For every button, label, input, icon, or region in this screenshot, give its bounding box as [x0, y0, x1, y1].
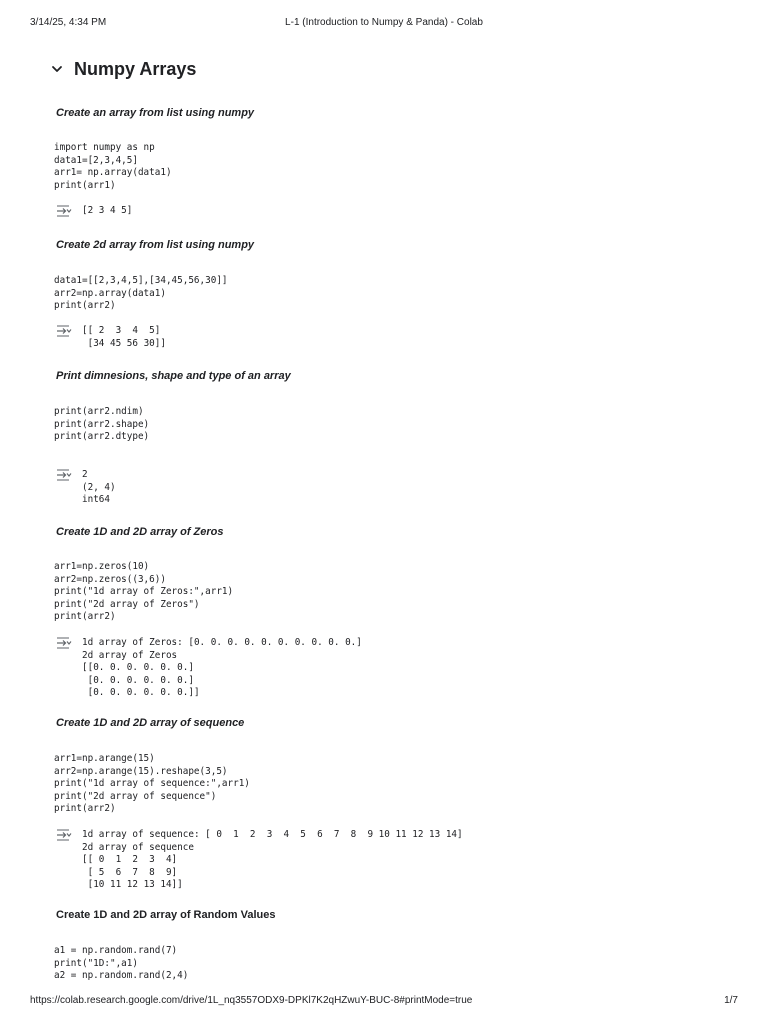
- output-cell-4: 1d array of Zeros: [0. 0. 0. 0. 0. 0. 0. 0. 0. 0.] 2d array of Zeros [[0. 0. 0. 0. 0. 0.] [0. 0. 0. 0. 0. 0.] [0. 0. 0. 0. 0. 0.]]: [82, 637, 362, 699]
- output-expand-icon[interactable]: [55, 205, 73, 217]
- print-header: [0, 17, 768, 31]
- markdown-cell-5: Create 1D and 2D array of sequence: [56, 717, 245, 729]
- print-datetime: 3/14/25, 4:34 PM: [30, 17, 107, 28]
- print-url: https://colab.research.google.com/drive/1L_nq3557ODX9-DPKl7K2qHZwuY-BUC-8#printMode=true: [30, 995, 473, 1006]
- markdown-cell-2: Create 2d array from list using numpy: [56, 239, 255, 251]
- output-cell-5: 1d array of sequence: [ 0 1 2 3 4 5 6 7 8 9 10 11 12 13 14] 2d array of sequence [[ 0 1 2 3 4] [ 5 6 7 8 9] [10 11 12 13 14]]: [82, 829, 463, 891]
- chevron-down-icon[interactable]: [48, 60, 66, 78]
- markdown-cell-6: Create 1D and 2D array of Random Values: [56, 909, 276, 921]
- page-number: 1/7: [724, 995, 738, 1006]
- code-cell-6[interactable]: a1 = np.random.rand(7) print("1D:",a1) a2 = np.random.rand(2,4): [54, 945, 189, 982]
- code-cell-4[interactable]: arr1=np.zeros(10) arr2=np.zeros((3,6)) print("1d array of Zeros:",arr1) print("2d array of Zeros") print(arr2): [54, 561, 234, 623]
- markdown-cell-1: Create an array from list using numpy: [56, 107, 255, 119]
- markdown-cell-3: Print dimnesions, shape and type of an array: [56, 370, 291, 382]
- code-cell-2[interactable]: data1=[[2,3,4,5],[34,45,56,30]] arr2=np.array(data1) print(arr2): [54, 275, 228, 312]
- output-cell-1: [2 3 4 5]: [82, 205, 133, 216]
- output-expand-icon[interactable]: [55, 829, 73, 841]
- section-title: Numpy Arrays: [74, 58, 197, 79]
- print-footer: [0, 995, 768, 1009]
- output-cell-2: [[ 2 3 4 5] [34 45 56 30]]: [82, 325, 166, 349]
- output-expand-icon[interactable]: [55, 469, 73, 481]
- output-expand-icon[interactable]: [55, 325, 73, 337]
- print-doc-title: L-1 (Introduction to Numpy & Panda) - Colab: [285, 17, 483, 28]
- output-expand-icon[interactable]: [55, 637, 73, 649]
- code-cell-3[interactable]: print(arr2.ndim) print(arr2.shape) print(arr2.dtype): [54, 406, 150, 443]
- output-cell-3: 2 (2, 4) int64: [82, 469, 116, 506]
- code-cell-5[interactable]: arr1=np.arange(15) arr2=np.arange(15).reshape(3,5) print("1d array of sequence:",arr1) print("2d array of sequence") print(arr2): [54, 753, 250, 815]
- markdown-cell-4: Create 1D and 2D array of Zeros: [56, 526, 224, 538]
- code-cell-1[interactable]: import numpy as np data1=[2,3,4,5] arr1= np.array(data1) print(arr1): [54, 142, 172, 191]
- section-header[interactable]: [48, 56, 196, 82]
